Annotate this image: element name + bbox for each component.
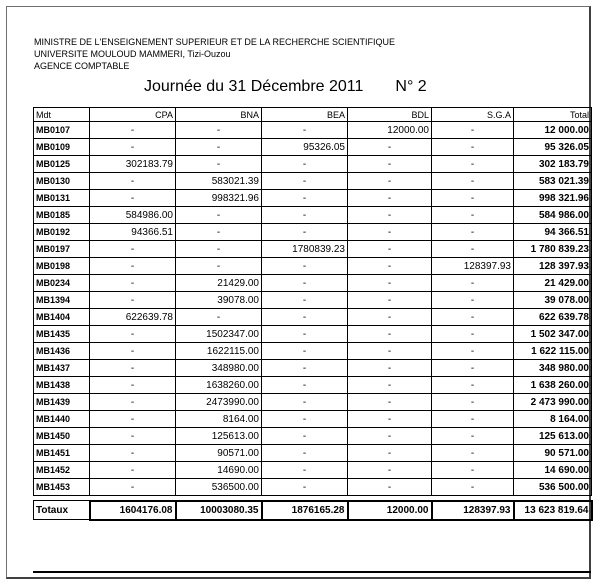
table-cell: 12 000.00 [514,122,592,139]
table-cell: 90 571.00 [514,445,592,462]
table-cell: - [90,139,176,156]
table-cell: 302183.79 [90,156,176,173]
table-cell: - [348,190,432,207]
row-label: MB0130 [34,173,90,190]
table-cell: - [90,462,176,479]
table-cell: - [432,360,514,377]
page-title [144,78,427,96]
row-label: MB1436 [34,343,90,360]
table-cell: - [348,207,432,224]
table-cell: - [348,343,432,360]
university-line: UNIVERSITE MOULOUD MAMMERI, Tizi-Ouzou [34,49,231,59]
table-cell: - [176,258,262,275]
table-cell: - [432,326,514,343]
journal-table [33,107,593,521]
table-cell: 1 622 115.00 [514,343,592,360]
table-cell: - [432,241,514,258]
table-cell: - [432,445,514,462]
table-cell: 998 321.96 [514,190,592,207]
table-cell: 128397.93 [432,501,514,520]
table-cell: - [348,292,432,309]
table-cell: - [176,156,262,173]
table-cell: - [432,156,514,173]
row-label: MB0192 [34,224,90,241]
table-cell: - [262,173,348,190]
table-cell: 8 164.00 [514,411,592,428]
table-cell: 8164.00 [176,411,262,428]
table-row [34,445,592,462]
table-row [34,377,592,394]
table-cell: 1876165.28 [262,501,348,520]
table-cell: - [90,394,176,411]
table-cell: 2 473 990.00 [514,394,592,411]
row-label: MB0109 [34,139,90,156]
table-cell: - [262,275,348,292]
table-row [34,258,592,275]
journal-date: Journée du 31 Décembre 2011 [144,78,364,95]
table-cell: - [262,122,348,139]
table-row [34,326,592,343]
table-cell: 21 429.00 [514,275,592,292]
table-cell: - [262,207,348,224]
table-cell: - [262,224,348,241]
table-cell: 128397.93 [432,258,514,275]
table-cell: 583 021.39 [514,173,592,190]
table-cell: - [176,122,262,139]
table-cell: 39 078.00 [514,292,592,309]
table-row [34,462,592,479]
table-cell: 302 183.79 [514,156,592,173]
table-cell: - [176,241,262,258]
row-label: MB0131 [34,190,90,207]
table-cell: 94 366.51 [514,224,592,241]
table-cell: 90571.00 [176,445,262,462]
table-cell: - [262,343,348,360]
table-row [34,428,592,445]
table-cell: - [432,190,514,207]
row-label: MB1452 [34,462,90,479]
table-cell: - [262,360,348,377]
table-cell: 998321.96 [176,190,262,207]
table-cell: - [432,428,514,445]
table-row [34,292,592,309]
table-cell: 2473990.00 [176,394,262,411]
table-cell: - [348,173,432,190]
table-cell: - [348,428,432,445]
table-cell: 125 613.00 [514,428,592,445]
table-cell: 536 500.00 [514,479,592,496]
table-row [34,309,592,326]
row-label: MB1451 [34,445,90,462]
column-header-total: Total [514,108,592,122]
table-cell: - [348,224,432,241]
row-label: MB0198 [34,258,90,275]
document-header [34,36,395,72]
table-cell: 1502347.00 [176,326,262,343]
table-cell: 13 623 819.64 [514,501,592,520]
table-cell: - [176,309,262,326]
table-cell: - [90,258,176,275]
row-label: Totaux [34,501,90,520]
table-cell: - [348,326,432,343]
table-cell: - [90,122,176,139]
row-label: MB1453 [34,479,90,496]
column-header-s-g-a: S.G.A [432,108,514,122]
table-cell: - [262,411,348,428]
table-cell: - [432,275,514,292]
footer-rule [33,571,591,573]
table-cell: - [348,462,432,479]
table-row [34,156,592,173]
table-cell: - [348,241,432,258]
table-row [34,207,592,224]
table-cell: 94366.51 [90,224,176,241]
table-cell: 125613.00 [176,428,262,445]
row-label: MB1437 [34,360,90,377]
column-header-bdl: BDL [348,108,432,122]
row-label: MB1404 [34,309,90,326]
table-cell: 95326.05 [262,139,348,156]
agency-line: AGENCE COMPTABLE [34,61,130,71]
table-cell: - [348,377,432,394]
table-header-row [34,108,592,122]
table-row [34,173,592,190]
table-cell: - [348,139,432,156]
row-label: MB1440 [34,411,90,428]
table-cell: - [432,479,514,496]
table-cell: - [262,309,348,326]
table-cell: 95 326.05 [514,139,592,156]
table-cell: - [432,173,514,190]
table-cell: - [432,377,514,394]
table-cell: - [432,462,514,479]
table-cell: 21429.00 [176,275,262,292]
table-row [34,122,592,139]
table-cell: 1780839.23 [262,241,348,258]
table-row [34,360,592,377]
table-cell: - [90,445,176,462]
table-row [34,275,592,292]
table-cell: - [262,326,348,343]
table-cell: 1604176.08 [90,501,176,520]
table-cell: - [432,207,514,224]
table-cell: 10003080.35 [176,501,262,520]
table-cell: 536500.00 [176,479,262,496]
table-cell: - [262,292,348,309]
table-cell: - [262,394,348,411]
table-cell: 584 986.00 [514,207,592,224]
table-cell: 584986.00 [90,207,176,224]
table-cell: 583021.39 [176,173,262,190]
table-cell: - [262,258,348,275]
row-label: MB1435 [34,326,90,343]
table-cell: - [90,343,176,360]
table-cell: - [432,292,514,309]
table-cell: 1 502 347.00 [514,326,592,343]
table-cell: - [262,479,348,496]
row-label: MB1438 [34,377,90,394]
table-row [34,411,592,428]
table-cell: - [432,411,514,428]
table-cell: - [176,224,262,241]
table-cell: 1638260.00 [176,377,262,394]
table-cell: - [432,224,514,241]
table-cell: 12000.00 [348,501,432,520]
row-label: MB0125 [34,156,90,173]
table-cell: - [176,139,262,156]
table-row [34,241,592,258]
table-cell: 1 638 260.00 [514,377,592,394]
table-cell: - [348,394,432,411]
table-cell: - [90,275,176,292]
row-label: MB1450 [34,428,90,445]
column-header-bea: BEA [262,108,348,122]
table-cell: - [348,275,432,292]
table-row [34,224,592,241]
table-cell: 14690.00 [176,462,262,479]
table-row [34,139,592,156]
row-label: MB0234 [34,275,90,292]
table-cell: 128 397.93 [514,258,592,275]
table-cell: - [348,309,432,326]
table-cell: 1622115.00 [176,343,262,360]
table-cell: - [348,258,432,275]
row-label: MB0197 [34,241,90,258]
column-header-mdt: Mdt [34,108,90,122]
table-cell: 12000.00 [348,122,432,139]
table-cell: - [90,377,176,394]
row-label: MB0185 [34,207,90,224]
table-row [34,343,592,360]
table-cell: 14 690.00 [514,462,592,479]
table-body [34,122,592,520]
column-header-bna: BNA [176,108,262,122]
table-row [34,479,592,496]
table-cell: - [348,445,432,462]
table-cell: 348 980.00 [514,360,592,377]
table-cell: - [176,207,262,224]
table-cell: - [262,377,348,394]
table-cell: - [262,190,348,207]
table-cell: - [262,445,348,462]
table-cell: 1 780 839.23 [514,241,592,258]
table-cell: 622 639.78 [514,309,592,326]
table-cell: - [90,326,176,343]
column-header-cpa: CPA [90,108,176,122]
table-cell: - [262,462,348,479]
table-cell: - [348,411,432,428]
table-cell: - [90,360,176,377]
table-cell: - [348,360,432,377]
row-label: MB1439 [34,394,90,411]
table-cell: - [432,394,514,411]
table-cell: - [432,343,514,360]
table-cell: 622639.78 [90,309,176,326]
row-label: MB1394 [34,292,90,309]
journal-number: N° 2 [395,78,427,95]
table-cell: - [432,139,514,156]
table-cell: - [262,156,348,173]
table-cell: - [432,122,514,139]
table-cell: - [90,190,176,207]
table-cell: - [90,292,176,309]
row-label: MB0107 [34,122,90,139]
table-cell: 39078.00 [176,292,262,309]
table-cell: - [90,428,176,445]
table-cell: - [432,309,514,326]
table-cell: - [90,241,176,258]
table-cell: - [348,479,432,496]
table-cell: - [348,156,432,173]
table-cell: 348980.00 [176,360,262,377]
table-cell: - [90,479,176,496]
table-cell: - [90,411,176,428]
table-cell: - [262,428,348,445]
table-row [34,394,592,411]
ministry-line: MINISTRE DE L'ENSEIGNEMENT SUPERIEUR ET DE LA RECHERCHE SCIENTIFIQUE [34,37,395,47]
table-cell: - [90,173,176,190]
totals-row [34,501,592,520]
table-row [34,190,592,207]
